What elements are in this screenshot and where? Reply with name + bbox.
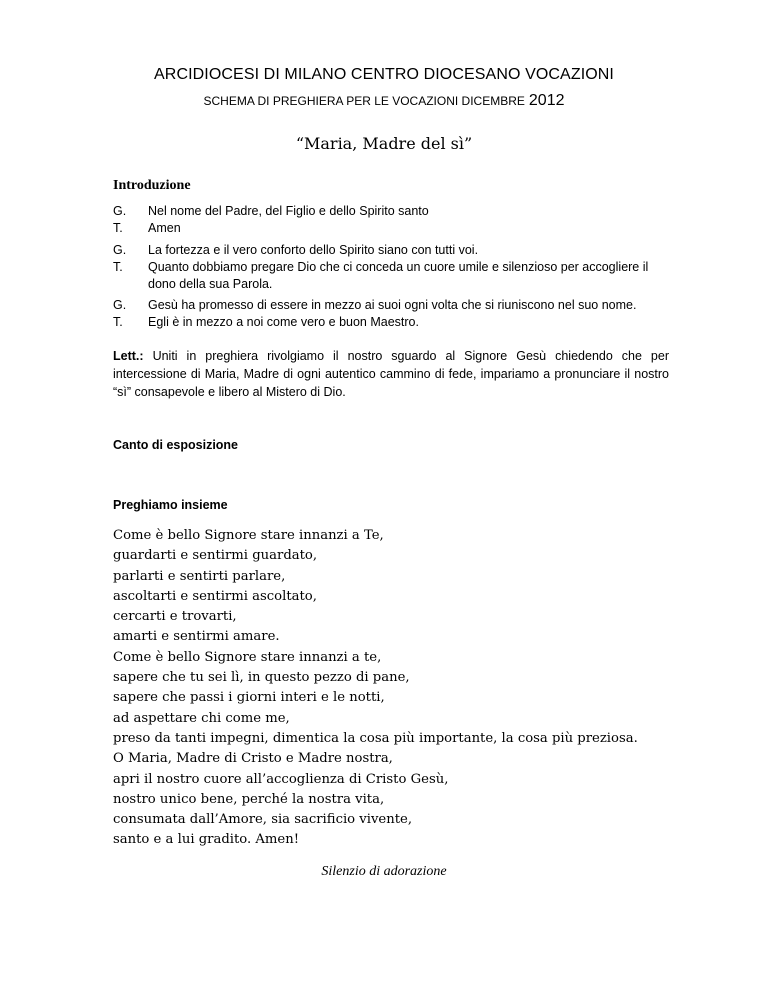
prayer-line: Come è bello Signore stare innanzi a Te, <box>113 528 384 543</box>
prayer-line: santo e a lui gradito. Amen! <box>113 832 300 848</box>
silenzio-heading: Silenzio di adorazione <box>321 864 447 879</box>
lettore-label: Lett.: <box>113 349 144 363</box>
prayer-line: ascoltarti e sentirmi ascoltato, <box>113 588 317 604</box>
speaker-label: G. <box>113 204 127 218</box>
schema-subheader <box>0 92 768 110</box>
prayer-line: consumata dall’Amore, sia sacrificio vivente, <box>113 812 413 828</box>
schema-subheader-text: SCHEMA DI PREGHIERA PER LE VOCAZIONI DICEMBRE <box>203 94 525 108</box>
dialogue-line <box>113 314 673 331</box>
diocese-header: ARCIDIOCESI DI MILANO CENTRO DIOCESANO VOCAZIONI <box>154 66 614 83</box>
dialogue-block-1 <box>113 203 673 237</box>
schema-year: 2012 <box>528 92 565 109</box>
prayer-line: nostro unico bene, perché la nostra vita, <box>113 791 385 807</box>
dialogue-line <box>113 242 673 259</box>
prayer-line: guardarti e sentirmi guardato, <box>113 548 318 564</box>
dialogue-text: Nel nome del Padre, del Figlio e dello Spirito santo <box>148 204 429 218</box>
prayer-line: sapere che passi i giorni interi e le notti, <box>113 690 385 706</box>
dialogue-block-2 <box>113 242 673 293</box>
prayer-line: sapere che tu sei lì, in questo pezzo di pane, <box>113 670 410 686</box>
speaker-label: T. <box>113 315 123 329</box>
speaker-label: T. <box>113 221 123 235</box>
prayer-line: parlarti e sentirti parlare, <box>113 568 286 584</box>
document-title: “Maria, Madre del sì” <box>295 134 473 153</box>
speaker-label: T. <box>113 260 123 274</box>
dialogue-line <box>113 297 673 314</box>
prayer-line: preso da tanti impegni, dimentica la cosa più importante, la cosa più preziosa. <box>113 730 638 746</box>
prayer-line: ad aspettare chi come me, <box>113 710 290 726</box>
prayer-line: amarti e sentirmi amare. <box>113 629 280 645</box>
prayer-line: O Maria, Madre di Cristo e Madre nostra, <box>113 751 393 767</box>
lettore-paragraph <box>113 347 669 401</box>
dialogue-line <box>113 203 673 220</box>
prayer-line: apri il nostro cuore all’accoglienza di Cristo Gesù, <box>113 771 449 787</box>
prayer-text <box>113 526 713 851</box>
dialogue-line <box>113 259 673 293</box>
dialogue-text: Egli è in mezzo a noi come vero e buon Maestro. <box>148 315 419 329</box>
prayer-line: Come è bello Signore stare innanzi a te, <box>113 649 382 665</box>
intro-heading: Introduzione <box>113 178 191 193</box>
speaker-label: G. <box>113 298 127 312</box>
dialogue-block-3 <box>113 297 673 331</box>
dialogue-text: Quanto dobbiamo pregare Dio che ci conceda un cuore umile e silenzioso per accogliere il dono della sua Parola. <box>148 260 649 291</box>
canto-heading: Canto di esposizione <box>113 438 239 452</box>
speaker-label: G. <box>113 243 127 257</box>
lettore-text: Uniti in preghiera rivolgiamo il nostro sguardo al Signore Gesù chiedendo che per intercessione di Maria, Madre di ogni autentico cammino di fede, impariamo a pronunciare il nostro “sì” consapevole e libero al Mistero di Dio. <box>113 349 669 399</box>
dialogue-text: Gesù ha promesso di essere in mezzo ai suoi ogni volta che si riuniscono nel suo nome. <box>148 298 637 312</box>
dialogue-text: La fortezza e il vero conforto dello Spirito siano con tutti voi. <box>148 243 479 257</box>
prayer-line: cercarti e trovarti, <box>113 609 237 625</box>
dialogue-line <box>113 220 673 237</box>
dialogue-text: Amen <box>148 221 181 235</box>
preghiamo-heading: Preghiamo insieme <box>113 498 228 512</box>
